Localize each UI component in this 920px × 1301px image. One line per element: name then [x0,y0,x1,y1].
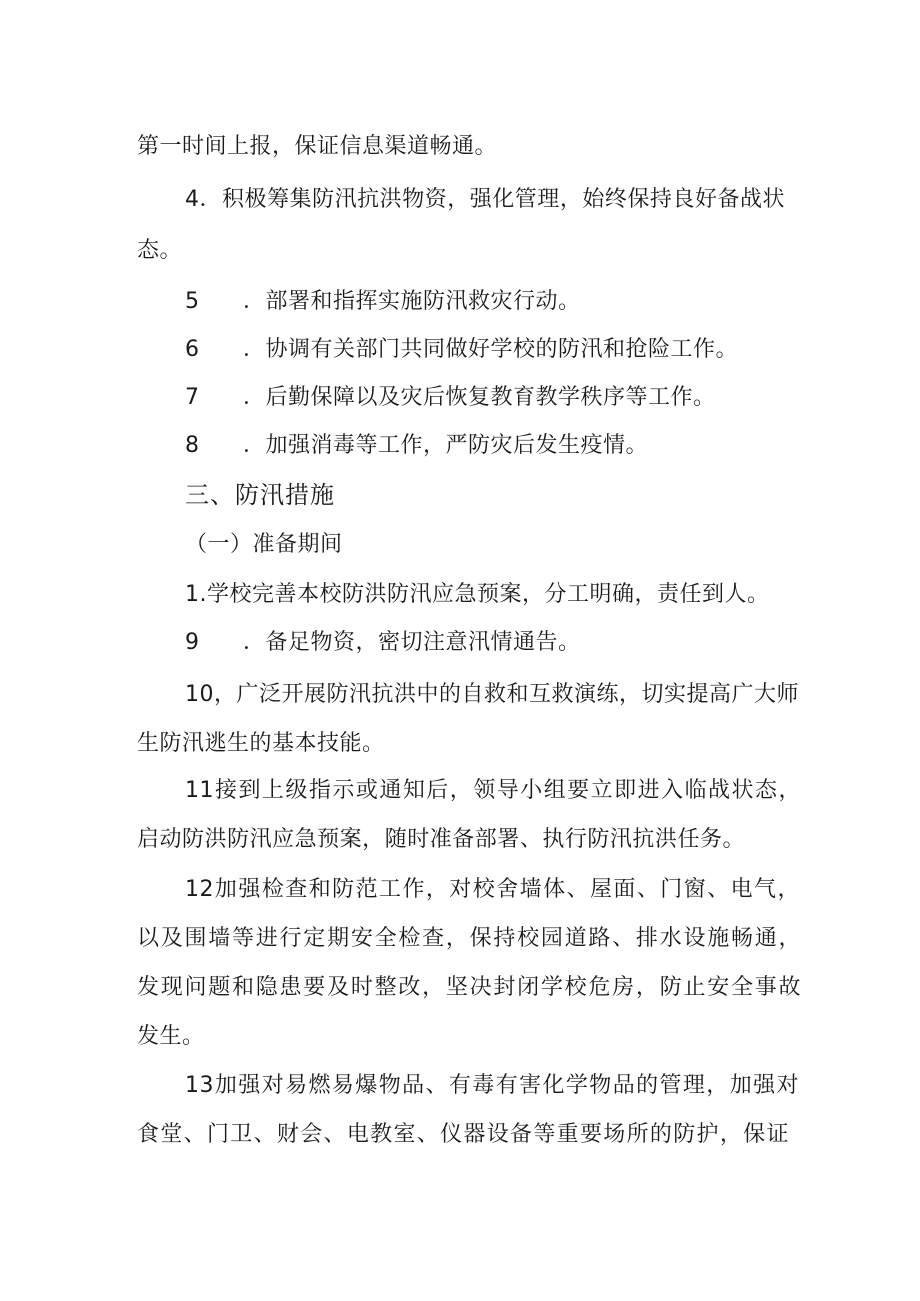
item-text: ．备足物资，密切注意汛情通告。 [243,630,581,655]
text-line: 以及围墙等进行定期安全检查，保持校园道路、排水设施畅通， [137,926,801,951]
text-line: 10，广泛开展防汛抗洪中的自救和互救演练，切实提高广大师 [185,682,799,707]
text-line: 生防汛逃生的基本技能。 [137,731,385,756]
item-number: 6 [185,337,200,362]
item-text: ．部署和指挥实施防汛救灾行动。 [243,289,581,314]
item-text: ．协调有关部门共同做好学校的防汛和抢险工作。 [243,337,739,362]
item-number: 9 [185,630,200,655]
subsection-heading: （一）准备期间 [185,532,343,557]
numbered-item [185,628,581,658]
item-number: 5 [185,289,200,314]
text-line: 11接到上级指示或通知后，领导小组要立即进入临战状态， [185,778,801,803]
item-number: 7 [185,385,200,410]
text-line: 第一时间上报，保证信息渠道畅通。 [137,134,498,159]
text-line: 1.学校完善本校防洪防汛应急预案，分工明确，责任到人。 [185,582,770,607]
item-number: 8 [185,433,200,458]
numbered-item [185,287,581,317]
text-line: 13加强对易燃易爆物品、有毒有害化学物品的管理，加强对 [185,1073,799,1098]
item-text: ．后勤保障以及灾后恢复教育教学秩序等工作。 [243,385,716,410]
numbered-item [185,431,648,461]
text-line: 启动防洪防汛应急预案，随时准备部署、执行防汛抗洪任务。 [137,827,745,852]
text-line: 4．积极筹集防汛抗洪物资，强化管理，始终保持良好备战状 [185,187,785,212]
numbered-item [185,383,716,413]
numbered-item [185,335,738,365]
section-heading: 三、防汛措施 [185,481,335,509]
item-text: ．加强消毒等工作，严防灾后发生疫情。 [243,433,649,458]
text-line: 态。 [137,238,183,263]
text-line: 食堂、门卫、财会、电教室、仪器设备等重要场所的防护，保证 [137,1122,789,1147]
text-line: 发生。 [137,1024,205,1049]
text-line: 12加强检查和防范工作，对校舍墙体、屋面、门窗、电气， [185,877,800,902]
text-line: 发现问题和隐患要及时整改，坚决封闭学校危房，防止安全事故 [137,975,801,1000]
